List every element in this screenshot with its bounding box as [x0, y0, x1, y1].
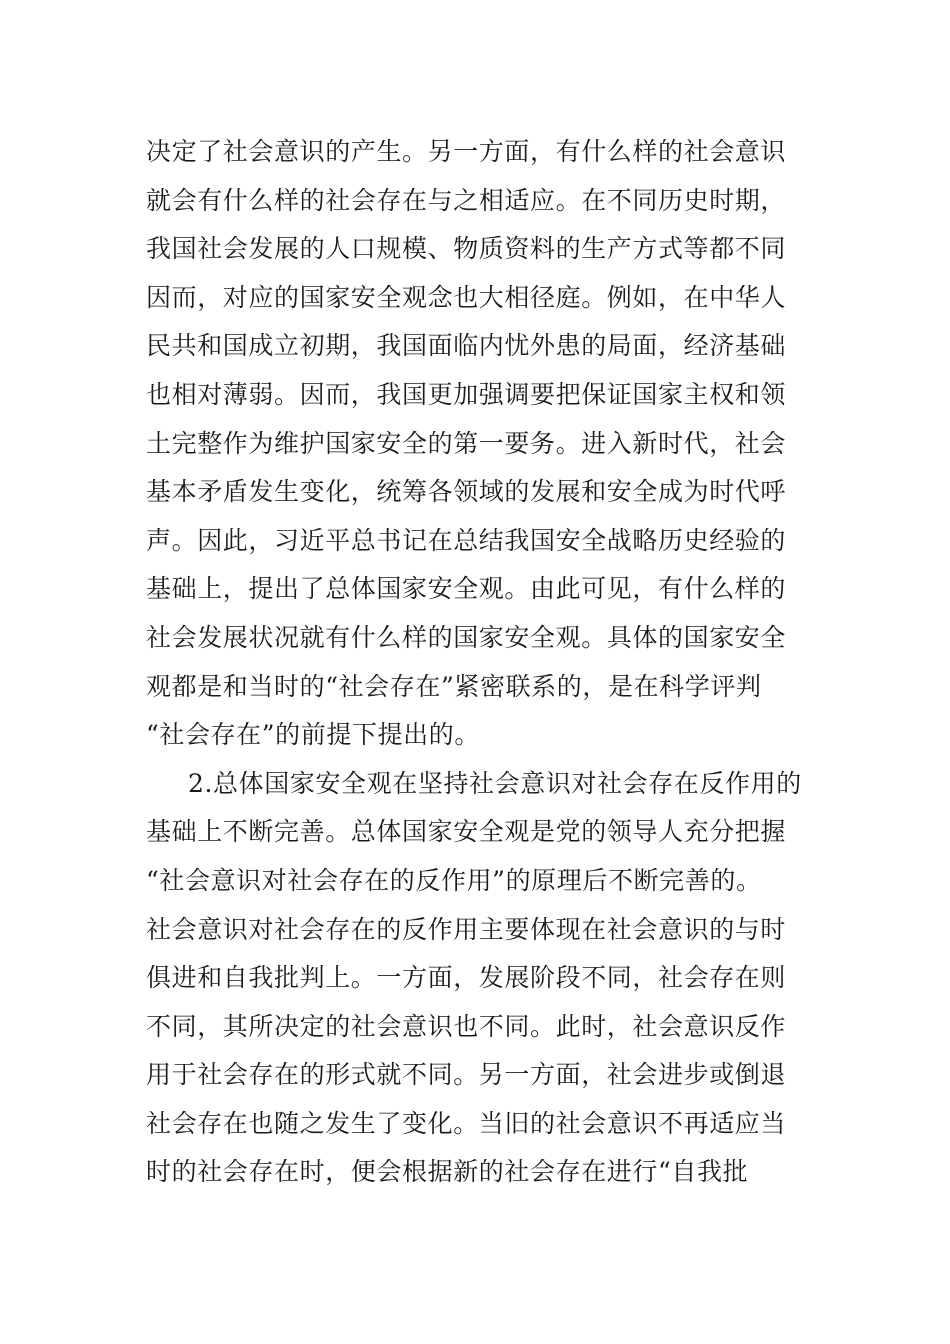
text-line: 观都是和当时的“社会存在”紧密联系的，是在科学评判: [146, 671, 762, 701]
text-line: 社会存在也随之发生了变化。当旧的社会意识不再适应当: [146, 1108, 787, 1138]
text-line: 基础上，提出了总体国家安全观。由此可见，有什么样的: [146, 574, 787, 604]
paragraph-start-line: 2.总体国家安全观在坚持社会意识对社会存在反作用的: [188, 768, 802, 798]
body-text: [146, 128, 811, 1197]
text-line: “社会存在”的前提下提出的。: [146, 720, 480, 750]
text-line: 不同，其所决定的社会意识也不同。此时，社会意识反作: [146, 1011, 787, 1041]
text-line: 基本矛盾发生变化，统筹各领域的发展和安全成为时代呼: [146, 477, 787, 507]
text-line: 我国社会发展的人口规模、物质资料的生产方式等都不同: [146, 234, 787, 264]
text-line: 社会意识对社会存在的反作用主要体现在社会意识的与时: [146, 914, 787, 944]
text-line: 基础上不断完善。总体国家安全观是党的领导人充分把握: [146, 817, 787, 847]
text-line: 民共和国成立初期，我国面临内忧外患的局面，经济基础: [146, 331, 787, 361]
text-line: 就会有什么样的社会存在与之相适应。在不同历史时期，: [146, 185, 787, 215]
text-line: “社会意识对社会存在的反作用”的原理后不断完善的。: [146, 865, 762, 895]
text-line: 用于社会存在的形式就不同。另一方面，社会进步或倒退: [146, 1060, 787, 1090]
text-line: 俱进和自我批判上。一方面，发展阶段不同，社会存在则: [146, 963, 787, 993]
text-line: 社会发展状况就有什么样的国家安全观。具体的国家安全: [146, 622, 787, 652]
text-line: 声。因此，习近平总书记在总结我国安全战略历史经验的: [146, 525, 787, 555]
text-line: 因而，对应的国家安全观念也大相径庭。例如，在中华人: [146, 282, 787, 312]
text-line: 也相对薄弱。因而，我国更加强调要把保证国家主权和领: [146, 379, 787, 409]
text-line: 决定了社会意识的产生。另一方面，有什么样的社会意识: [146, 137, 787, 166]
text-line: 时的社会存在时，便会根据新的社会存在进行“自我批: [146, 1157, 749, 1187]
text-line: 土完整作为维护国家安全的第一要务。进入新时代，社会: [146, 428, 787, 458]
